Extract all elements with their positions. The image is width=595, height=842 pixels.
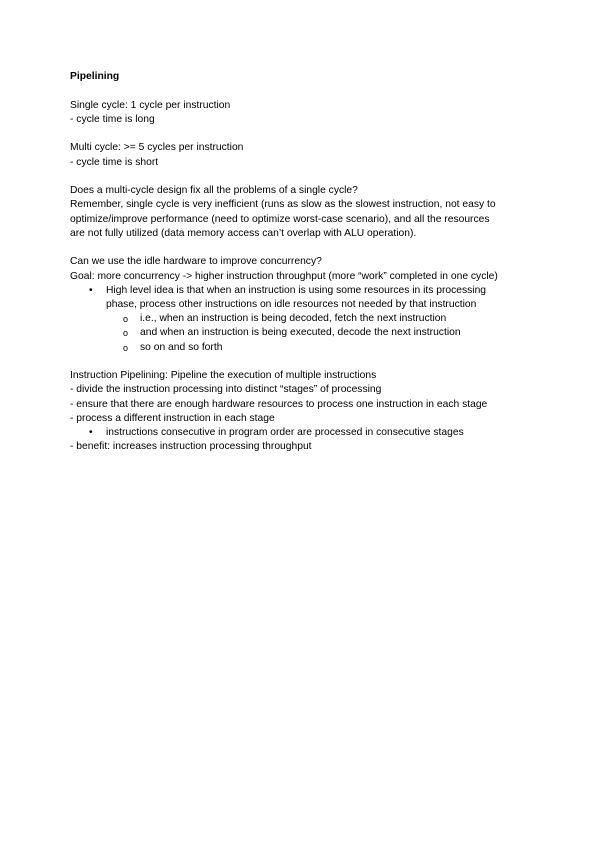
question-explanation-3: are not fully utilized (data memory access can’t overlap with ALU operation). <box>70 227 417 239</box>
pipelining-bullet-list <box>70 426 540 440</box>
bullet-text-1: High level idea is that when an instruction is using some resources in its processing <box>106 284 487 296</box>
concurrency-goal: Goal: more concurrency -> higher instruction throughput (more “work” completed in one cycle) <box>70 270 498 282</box>
bullet-text-2: phase, process other instructions on idle resources not needed by that instruction <box>106 299 477 310</box>
sub-bullet-text: i.e., when an instruction is being decoded, fetch the next instruction <box>140 313 447 325</box>
list-item <box>123 341 540 355</box>
multi-cycle-detail: - cycle time is short <box>70 156 159 168</box>
single-cycle-line: Single cycle: 1 cycle per instruction <box>70 99 231 111</box>
bullet-icon: • <box>89 427 93 439</box>
pipelining-point: - divide the instruction processing into distinct “stages” of processing <box>70 384 382 396</box>
list-item <box>123 326 540 340</box>
multi-cycle-line: Multi cycle: >= 5 cycles per instruction <box>70 142 244 154</box>
list-item <box>89 426 540 440</box>
question-line: Does a multi-cycle design fix all the problems of a single cycle? <box>70 185 358 197</box>
multi-cycle-section <box>70 141 540 169</box>
document-title: Pipelining <box>70 71 120 82</box>
concurrency-question: Can we use the idle hardware to improve concurrency? <box>70 256 322 268</box>
bullet-icon: • <box>89 284 93 296</box>
circle-bullet-icon: o <box>123 314 129 325</box>
pipelining-intro: Instruction Pipelining: Pipeline the execution of multiple instructions <box>70 370 377 382</box>
question-section <box>70 184 540 241</box>
pipelining-point: - ensure that there are enough hardware resources to process one instruction in each stage <box>70 398 488 410</box>
pipelining-section <box>70 369 540 454</box>
question-explanation-2: optimize/improve performance (need to optimize worst-case scenario), and all the resources <box>70 213 490 225</box>
circle-bullet-icon: o <box>123 342 129 353</box>
document-page <box>70 70 540 469</box>
list-item <box>123 312 540 326</box>
sub-bullet-text: and when an instruction is being executed, decode the next instruction <box>140 327 461 339</box>
pipelining-point: - process a different instruction in each stage <box>70 412 275 424</box>
sub-bullet-text: so on and so forth <box>140 341 223 353</box>
sub-bullet-list <box>106 312 540 355</box>
concurrency-section <box>70 255 540 354</box>
bullet-text: instructions consecutive in program order are processed in consecutive stages <box>106 427 464 439</box>
concurrency-bullet-list <box>70 284 540 355</box>
pipelining-benefit: - benefit: increases instruction processing throughput <box>70 441 312 453</box>
single-cycle-section <box>70 99 540 127</box>
list-item <box>89 284 540 355</box>
circle-bullet-icon: o <box>123 328 129 339</box>
question-explanation-1: Remember, single cycle is very inefficient (runs as slow as the slowest instruction, not easy to <box>70 199 496 211</box>
single-cycle-detail: - cycle time is long <box>70 113 155 125</box>
